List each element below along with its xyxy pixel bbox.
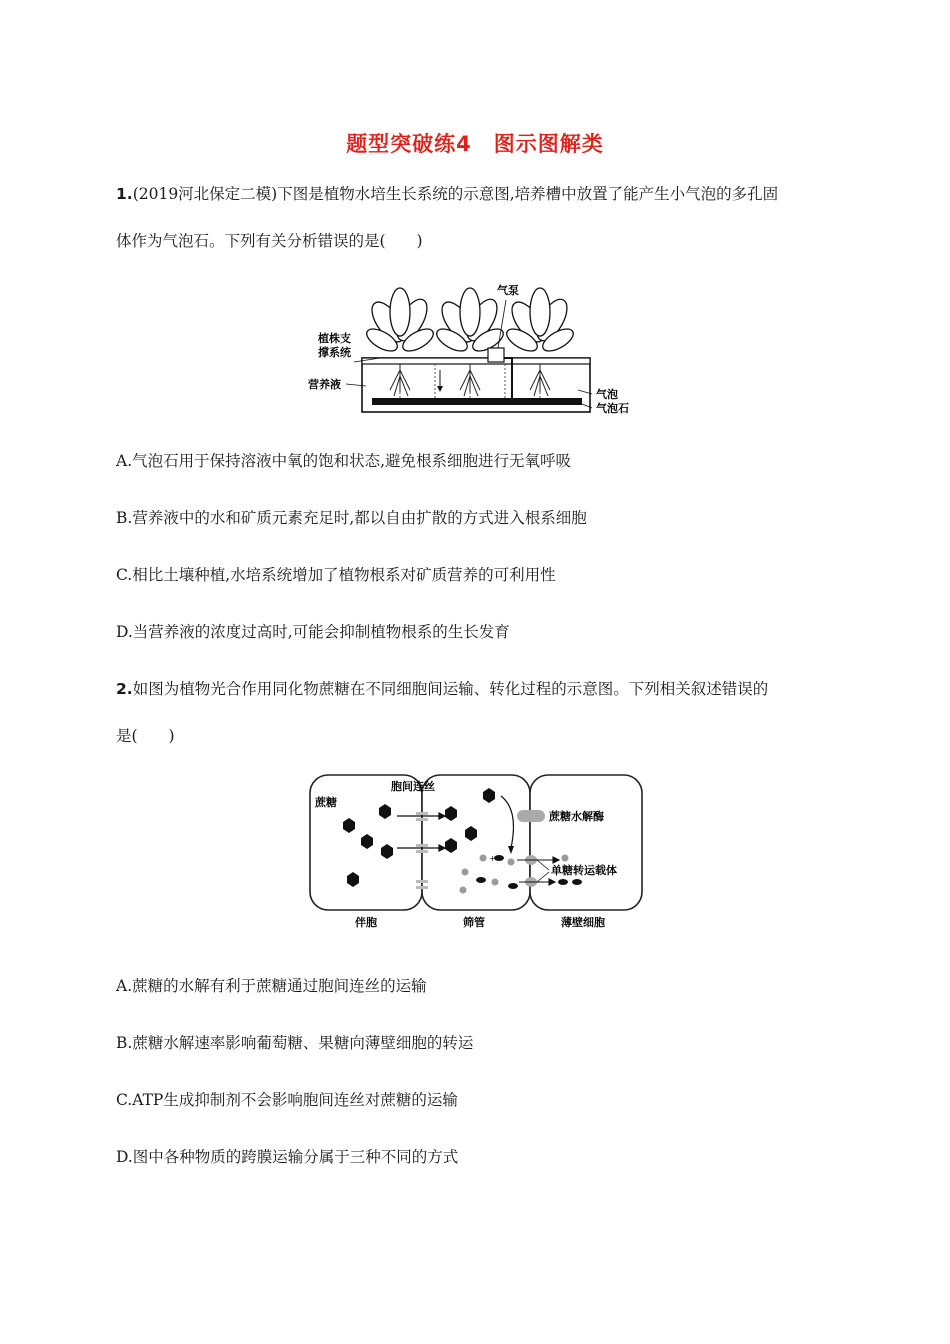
svg-text:+: + — [489, 854, 496, 863]
q1-number: 1. — [116, 185, 133, 203]
q1-option-c: C.相比土壤种植,水培系统增加了植物根系对矿质营养的可利用性 — [116, 566, 556, 584]
q1-option-a: A.气泡石用于保持溶液中氧的饱和状态,避免根系细胞进行无氧呼吸 — [116, 452, 572, 470]
label-parenchyma: 薄壁细胞 — [561, 916, 605, 929]
cell-sieve — [422, 775, 530, 910]
q1-stem-line1 — [116, 182, 778, 204]
q1-option-b: B.营养液中的水和矿质元素充足时,都以自由扩散的方式进入根系细胞 — [116, 509, 587, 527]
plant-left — [363, 288, 436, 355]
label-solution: 营养液 — [308, 378, 341, 391]
q1-stem-line2: 体作为气泡石。下列有关分析错误的是( ) — [116, 232, 423, 250]
label-sucrose: 蔗糖 — [315, 796, 337, 809]
plant-right — [503, 288, 576, 355]
q2-number: 2. — [116, 680, 133, 698]
q2-stem-text: 如图为植物光合作用同化物蔗糖在不同细胞间运输、转化过程的示意图。下列相关叙述错误的 — [132, 680, 769, 698]
label-invertase: 蔗糖水解酶 — [549, 810, 604, 823]
sucrose-transport-figure — [305, 770, 650, 932]
cell-parenchyma — [530, 775, 642, 910]
label-bubble: 气泡 — [596, 388, 618, 401]
label-stone: 气泡石 — [596, 402, 629, 415]
label-sieve: 筛管 — [463, 916, 485, 929]
q2-option-b: B.蔗糖水解速率影响葡萄糖、果糖向薄壁细胞的转运 — [116, 1034, 474, 1052]
page-title: 题型突破练4 图示图解类 — [346, 132, 604, 156]
label-support-1: 植株支 — [318, 332, 351, 345]
hydroponics-figure — [300, 272, 650, 422]
label-transporter: 单糖转运载体 — [551, 864, 617, 877]
label-companion: 伴胞 — [355, 916, 377, 929]
q1-stem-text: (2019河北保定二模)下图是植物水培生长系统的示意图,培养槽中放置了能产生小气泡的多孔固 — [132, 185, 779, 203]
q1-option-d: D.当营养液的浓度过高时,可能会抑制植物根系的生长发育 — [116, 623, 510, 641]
q2-option-a: A.蔗糖的水解有利于蔗糖通过胞间连丝的运输 — [116, 977, 427, 995]
q2-option-c: C.ATP生成抑制剂不会影响胞间连丝对蔗糖的运输 — [116, 1091, 458, 1109]
q2-stem-line1 — [116, 677, 768, 699]
label-pump: 气泵 — [497, 284, 519, 297]
q2-stem-line2: 是( ) — [116, 727, 175, 745]
plant-middle — [433, 288, 506, 355]
q2-option-d: D.图中各种物质的跨膜运输分属于三种不同的方式 — [116, 1148, 459, 1166]
label-support-2: 撑系统 — [318, 346, 351, 359]
label-plasmodesmata: 胞间连丝 — [391, 780, 435, 793]
